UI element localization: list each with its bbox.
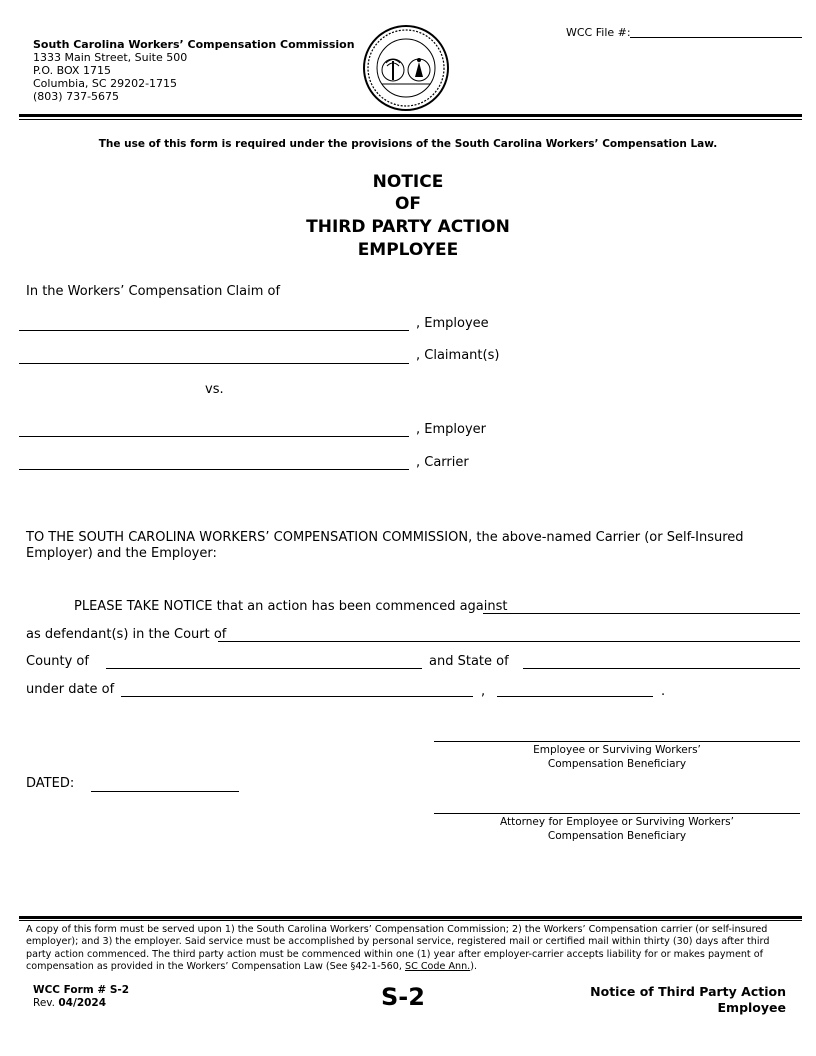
form-title-line-1: Notice of Third Party Action <box>590 984 786 999</box>
under-date-label: under date of <box>26 682 115 697</box>
form-code: S-2 <box>381 983 425 1011</box>
to-commission-paragraph: TO THE SOUTH CAROLINA WORKERS’ COMPENSATION COMMISSION, the above-named Carrier (or Self-Insured Employer) and the Employer: <box>26 530 744 561</box>
commission-name: South Carolina Workers’ Compensation Commission <box>33 38 355 51</box>
title-line-1: NOTICE <box>372 172 444 192</box>
defendants-court-label: as defendant(s) in the Court of <box>26 627 227 642</box>
wcc-file-label: WCC File #: <box>566 26 631 39</box>
claim-intro: In the Workers’ Compensation Claim of <box>26 284 281 299</box>
please-take-notice-text: PLEASE TAKE NOTICE that an action has been commenced against <box>74 599 508 614</box>
state-field[interactable] <box>523 668 800 669</box>
employee-label: , Employee <box>416 316 489 331</box>
dated-label: DATED: <box>26 776 75 791</box>
date-comma: , <box>481 684 486 699</box>
revision-date: 04/2024 <box>58 997 107 1009</box>
form-title-line-2: Employee <box>717 1000 786 1015</box>
county-label: County of <box>26 654 89 669</box>
form-required-notice: The use of this form is required under the provisions of the South Carolina Workers’ Compensation Law. <box>98 138 718 150</box>
defendant-name-field[interactable] <box>483 613 800 614</box>
date-year-field[interactable] <box>497 696 653 697</box>
attorney-signature-field[interactable] <box>434 813 800 814</box>
wcc-file-field[interactable] <box>630 37 802 38</box>
employee-signature-caption-line-2: Compensation Beneficiary <box>547 758 687 770</box>
service-instructions-text: A copy of this form must be served upon 1) the South Carolina Workers’ Compensation Commission; 2) the Workers’ Compensation carrier (or self-insured employer); and 3) the employer. Said service must be accomplished by personal service, registered mail or certified mail within thirty (30) days after third party action commenced. The third party action must be commenced within one (1) year after employer-carrier accepts liability for or makes payment of compensation as provided in the Workers’ Compensation Law (See §42-1-560, <box>26 924 770 973</box>
date-period: . <box>661 684 666 699</box>
sc-code-ann-link: SC Code Ann. <box>405 961 471 973</box>
attorney-signature-caption-line-2: Compensation Beneficiary <box>547 830 687 842</box>
service-instructions-tail: ). <box>470 961 478 973</box>
form-title-block <box>500 984 786 1016</box>
dated-field[interactable] <box>91 791 239 792</box>
commission-address-block <box>33 38 355 103</box>
revision <box>33 997 106 1009</box>
phone-number: (803) 737-5675 <box>33 90 120 103</box>
carrier-label: , Carrier <box>416 455 469 470</box>
footer-rule-thin <box>19 920 802 921</box>
employee-signature-caption-line-1: Employee or Surviving Workers’ <box>533 744 701 756</box>
attorney-signature-caption-line-1: Attorney for Employee or Surviving Workers’ <box>499 816 734 828</box>
employer-name-field[interactable] <box>19 436 409 437</box>
state-label: and State of <box>429 654 509 669</box>
vs-label: vs. <box>205 382 224 397</box>
header-rule-thick <box>19 114 802 117</box>
header-rule-thin <box>19 119 802 120</box>
address-line-3: Columbia, SC 29202-1715 <box>33 77 178 90</box>
address-line-1: 1333 Main Street, Suite 500 <box>33 51 188 64</box>
employee-signature-field[interactable] <box>434 741 800 742</box>
court-name-field[interactable] <box>218 641 800 642</box>
carrier-name-field[interactable] <box>19 469 409 470</box>
employee-name-field[interactable] <box>19 330 409 331</box>
service-instructions <box>26 924 792 974</box>
employee-signature-caption <box>434 743 800 771</box>
address-line-2: P.O. BOX 1715 <box>33 64 111 77</box>
revision-label: Rev. <box>33 997 56 1009</box>
employer-label: , Employer <box>416 422 486 437</box>
attorney-signature-caption <box>434 815 800 843</box>
state-seal-icon <box>362 24 450 112</box>
claimant-label: , Claimant(s) <box>416 348 500 363</box>
footer-rule-thick <box>19 916 802 919</box>
form-number: WCC Form # S-2 <box>33 984 130 996</box>
title-line-3: THIRD PARTY ACTION <box>306 217 510 237</box>
county-field[interactable] <box>106 668 422 669</box>
title-line-4: EMPLOYEE <box>357 240 459 260</box>
title-line-2: OF <box>394 194 422 214</box>
date-month-day-field[interactable] <box>121 696 473 697</box>
claimant-name-field[interactable] <box>19 363 409 364</box>
